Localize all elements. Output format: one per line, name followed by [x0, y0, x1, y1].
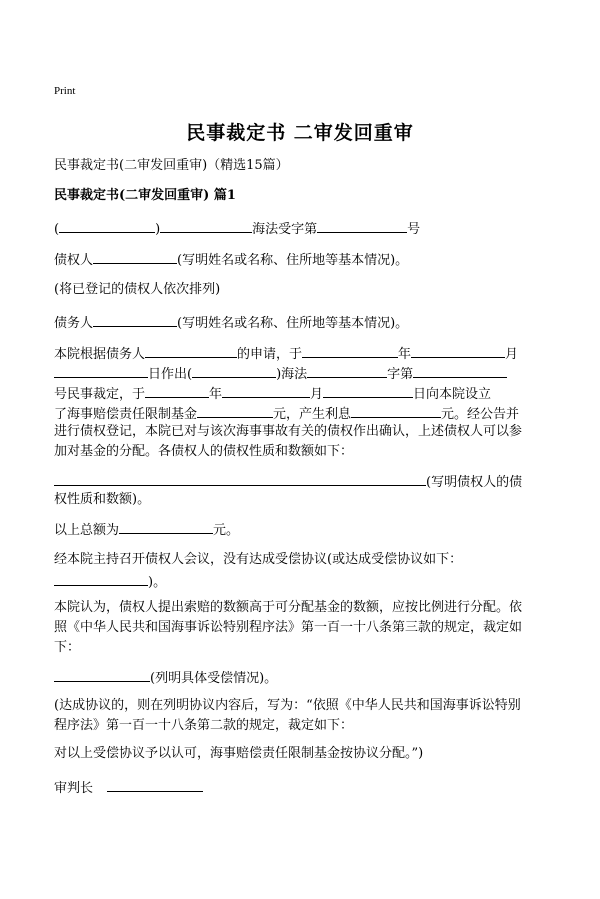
meeting-line2 — [54, 572, 166, 591]
p1-blank-a — [145, 344, 237, 358]
total-label: 以上总额为 — [54, 523, 120, 538]
p3-text-a: 号民事裁定，于 — [54, 387, 146, 402]
agree-line1: (达成协议的，则在列明协议内容后，写为：“依照《中华人民共和国海事诉讼特别 — [54, 698, 521, 713]
p1-text-c: 年 — [398, 347, 412, 362]
agree-line3: 对以上受偿协议予以认可，海事赔偿责任限制基金按协议分配。”) — [54, 746, 424, 761]
case-number-line — [54, 219, 420, 238]
p2-blank-c — [307, 364, 387, 378]
meeting-close: )。 — [148, 575, 167, 590]
claims-note: (写明债权人的债 — [426, 475, 523, 490]
debtor-note: (写明姓名或名称、住所地等基本情况)。 — [177, 316, 409, 331]
para1-line4 — [54, 404, 519, 423]
p3-text-b: 年 — [209, 387, 223, 402]
case-code-blank — [160, 219, 252, 233]
para1-line1 — [54, 344, 518, 363]
p3-text-d: 日向本院设立 — [413, 387, 492, 402]
total-blank — [119, 520, 213, 534]
judge-line — [54, 778, 203, 797]
court-line3: 下： — [54, 640, 81, 655]
case-year-blank — [59, 219, 155, 233]
p4-text-c: 元。经公告并 — [441, 407, 520, 422]
p1-text-b: 的申请，于 — [237, 347, 303, 362]
case-prefix-open: ( — [54, 222, 60, 237]
court-line2: 照《中华人民共和国海事诉讼特别程序法》第一百一十八条第三款的规定，裁定如 — [54, 620, 523, 635]
p2-blank-a — [54, 364, 148, 378]
print-label: Print — [54, 85, 76, 97]
case-num-blank — [317, 219, 407, 233]
p3-blank-a — [145, 384, 209, 398]
meeting-line1: 经本院主持召开债权人会议，没有达成受偿协议(或达成受偿协议如下： — [54, 552, 463, 567]
p2-blank-b — [192, 364, 276, 378]
p1-text-d: 月 — [505, 347, 519, 362]
p4-text-b: 元，产生利息 — [273, 407, 352, 422]
claims-line2: 权性质和数额)。 — [54, 492, 151, 507]
debtor-label: 债务人 — [54, 316, 94, 331]
claims-line — [54, 472, 522, 491]
p4-blank-b — [351, 404, 441, 418]
section-heading: 民事裁定书(二审发回重审) 篇1 — [54, 188, 236, 203]
total-unit: 元。 — [213, 523, 240, 538]
creditor-line — [54, 250, 408, 269]
total-line — [54, 520, 239, 539]
p2-blank-d — [413, 364, 507, 378]
order-note: (将已登记的债权人依次排列) — [54, 282, 221, 297]
case-prefix-close: ) — [155, 222, 161, 237]
p4-blank-a — [197, 404, 273, 418]
p1-blank-c — [411, 344, 505, 358]
p2-text-b: )海法 — [276, 367, 308, 382]
p4-text-a: 了海事赔偿责任限制基金 — [54, 407, 198, 422]
p3-blank-b — [222, 384, 310, 398]
judge-label: 审判长 — [54, 781, 94, 796]
creditor-label: 债权人 — [54, 253, 94, 268]
debtor-blank — [93, 313, 177, 327]
p1-text-a: 本院根据债务人 — [54, 347, 146, 362]
para1-line3 — [54, 384, 491, 403]
debtor-line — [54, 313, 408, 332]
p3-text-c: 月 — [310, 387, 324, 402]
judge-blank — [107, 778, 203, 792]
case-mid-text: 海法受字第 — [252, 222, 318, 237]
list-line — [54, 668, 277, 687]
meeting-blank — [54, 572, 148, 586]
agree-line2: 程序法》第一百一十八条第二款的规定，裁定如下： — [54, 718, 354, 733]
list-blank — [54, 668, 150, 682]
para1-line5: 进行债权登记，本院已对与该次海事事故有关的债权作出确认，上述债权人可以参 — [54, 424, 523, 439]
creditor-blank — [93, 250, 177, 264]
p2-text-c: 字第 — [387, 367, 414, 382]
case-end-text: 号 — [407, 222, 421, 237]
creditor-note: (写明姓名或名称、住所地等基本情况)。 — [177, 253, 409, 268]
list-note: (列明具体受偿情况)。 — [150, 671, 278, 686]
p1-blank-b — [302, 344, 398, 358]
page-title: 民事裁定书 二审发回重审 — [186, 122, 414, 144]
p2-text-a: 日作出( — [148, 367, 193, 382]
p3-blank-c — [323, 384, 413, 398]
subtitle: 民事裁定书(二审发回重审)（精选15篇） — [54, 158, 289, 173]
claims-blank — [54, 472, 426, 486]
para1-line2 — [54, 364, 507, 383]
para1-line6: 加对基金的分配。各债权人的债权性质和数额如下： — [54, 444, 354, 459]
court-line1: 本院认为，债权人提出索赔的数额高于可分配基金的数额，应按比例进行分配。依 — [54, 600, 523, 615]
